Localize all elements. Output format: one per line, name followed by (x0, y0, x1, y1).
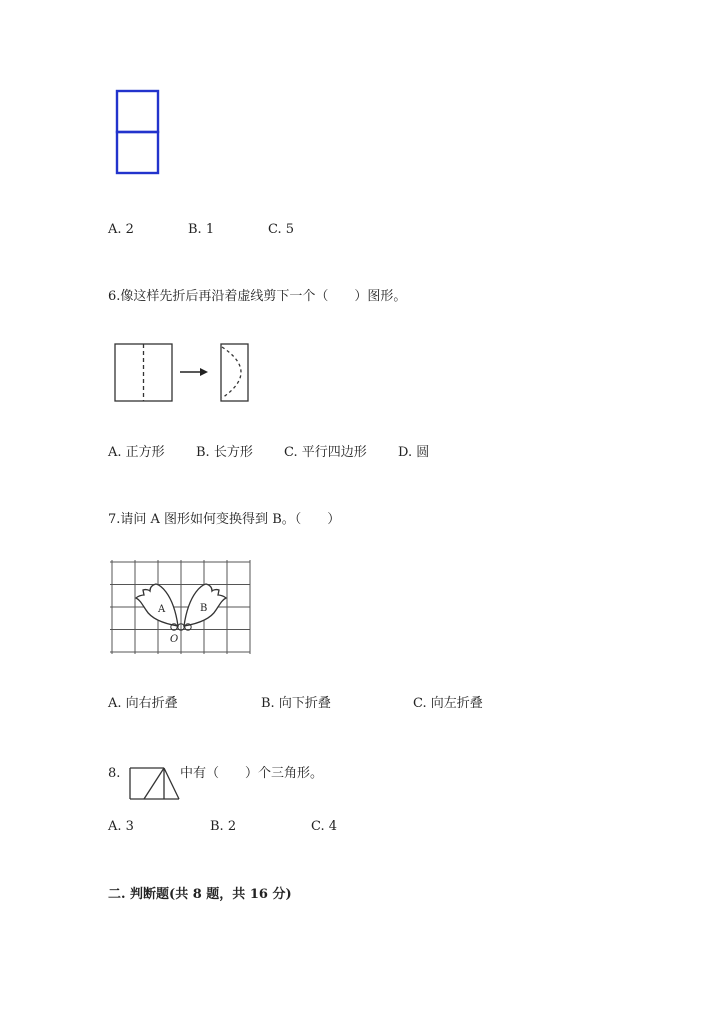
q7-stem: 7.请问 A 图形如何变换得到 B。（ ） (108, 512, 341, 527)
q8-stem: 中有（ ）个三角形。 (180, 766, 324, 781)
q7-grid (110, 560, 250, 654)
q6-option-d: D. 圆 (398, 445, 430, 460)
q7-figure (110, 560, 252, 656)
q6-arrow-head (200, 368, 208, 376)
q6-folded-paper (221, 344, 248, 401)
q5-option-a: A. 2 (108, 222, 134, 237)
q5-option-c: C. 5 (268, 222, 295, 237)
q7-shape-a (136, 584, 178, 626)
q6-option-c: C. 平行四边形 (284, 445, 367, 460)
q6-option-a: A. 正方形 (108, 445, 165, 460)
q8-option-b: B. 2 (210, 819, 237, 834)
q6-stem: 6.像这样先折后再沿着虚线剪下一个（ ）图形。 (108, 289, 407, 304)
q8-option-a: A. 3 (108, 819, 134, 834)
q7-label-b: B (200, 603, 208, 614)
q5-option-b: B. 1 (188, 222, 215, 237)
q5-bottom-square (117, 132, 158, 173)
q5-figure (110, 86, 170, 182)
q8-number: 8. (108, 766, 121, 781)
q7-label-o: O (170, 634, 179, 645)
section2-title: 二. 判断题(共 8 题，共 16 分) (108, 887, 292, 902)
q6-option-b: B. 长方形 (196, 445, 253, 460)
q7-option-c: C. 向左折叠 (413, 696, 483, 711)
q8-option-c: C. 4 (311, 819, 338, 834)
q5-top-square (117, 91, 158, 132)
q8-triangles-figure (128, 766, 182, 802)
q6-cut-arc (222, 347, 241, 398)
q7-label-a: A (158, 604, 166, 615)
q7-option-a: A. 向右折叠 (108, 696, 178, 711)
q6-figure (110, 340, 260, 406)
q7-option-b: B. 向下折叠 (261, 696, 331, 711)
